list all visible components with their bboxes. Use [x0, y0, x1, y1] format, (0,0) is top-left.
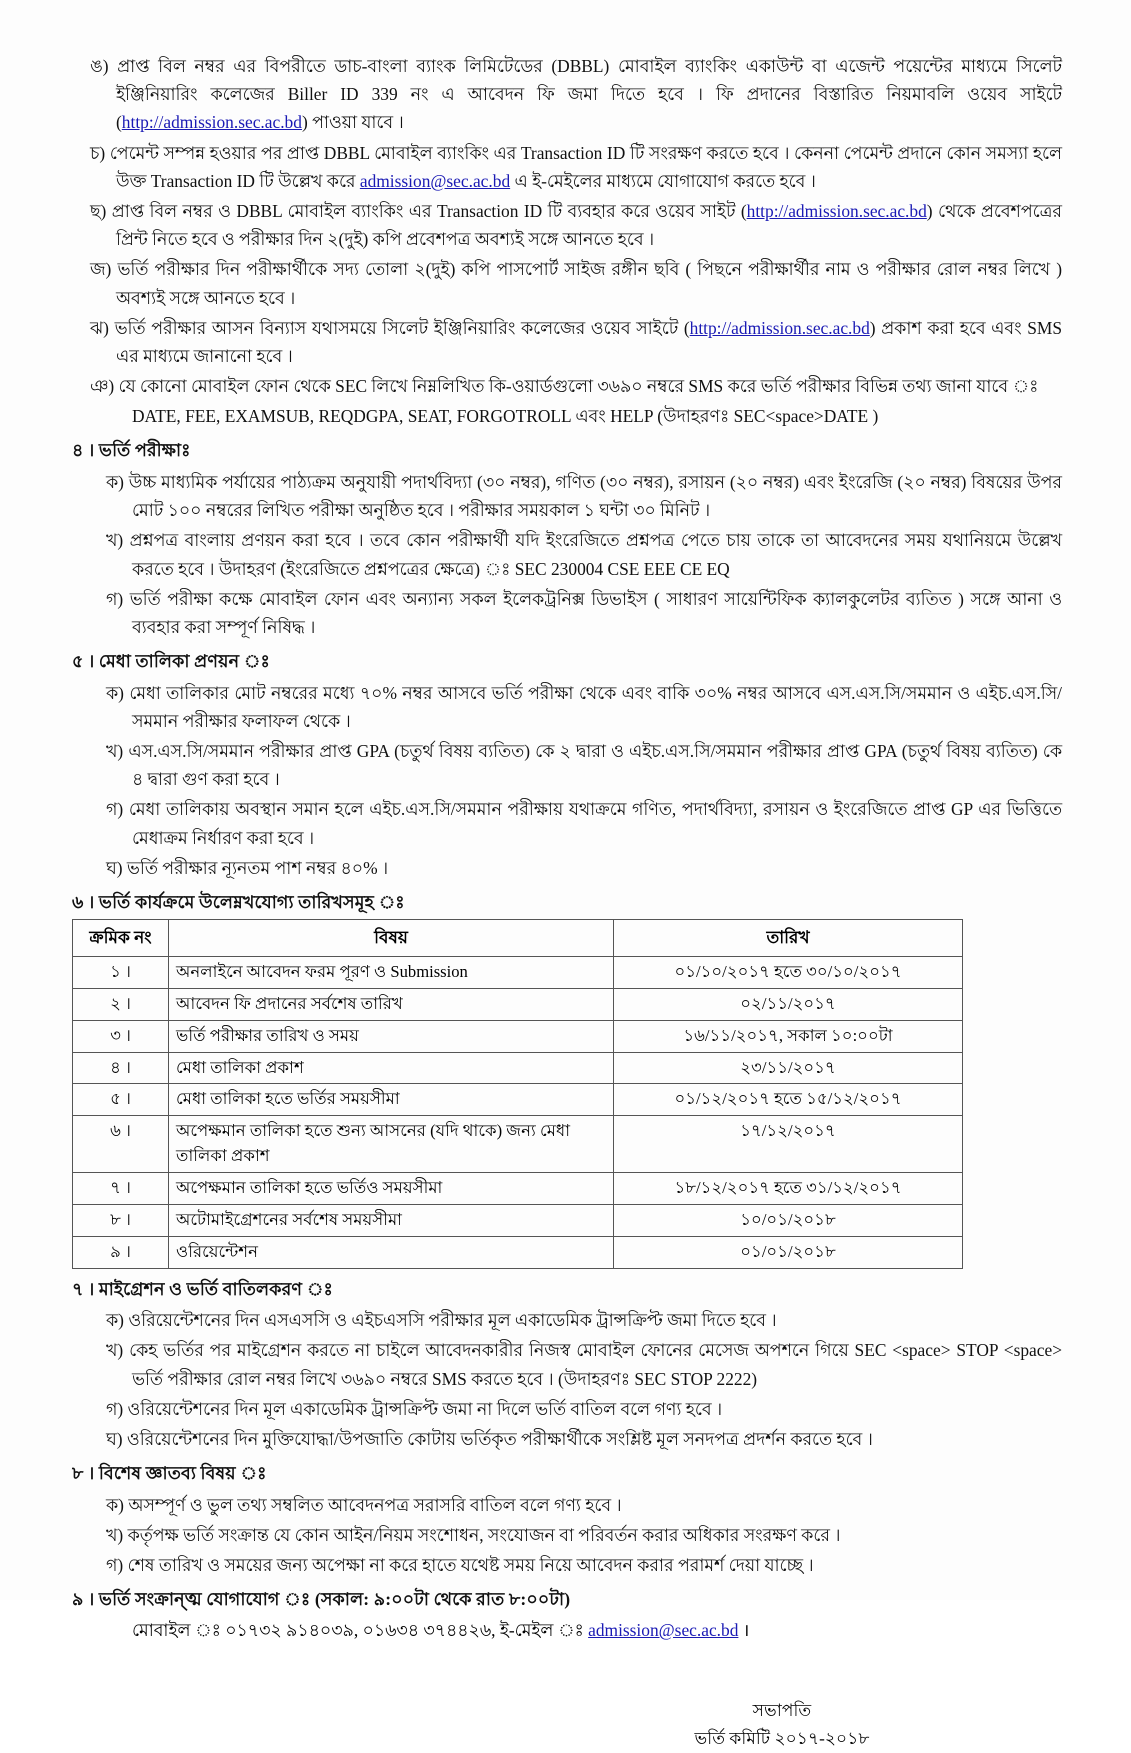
- table-row: [73, 1084, 963, 1116]
- item-label: গ): [106, 1398, 128, 1419]
- item-text: উচ্চ মাধ্যমিক পর্যায়ের পাঠ্যক্রম অনুযায়ী পদার্থবিদ্যা (৩০ নম্বর), গণিত (৩০ নম্বর), রসায়ন (২০ নম্বর) এবং ইংরেজি (২০ নম্বর) বিষয়ের উপর মোট ১০০ নম্বরের লিখিত পরীক্ষা অনুষ্ঠিত হবে । পরীক্ষার সময়কাল ১ ঘন্টা ৩০ মিনিট ।: [128, 471, 1062, 521]
- section-4-items: [72, 468, 1062, 641]
- item-text: ওরিয়েন্টেশনের দিন মুক্তিযোদ্ধা/উপজাতি কোটায় ভর্তিকৃত পরীক্ষার্থীকে সংশ্লিষ্ট মূল সনদপত্র প্রদর্শন করতে হবে ।: [126, 1429, 873, 1450]
- signature-committee: ভর্তি কমিটি ২০১৭-২০১৮: [694, 1729, 870, 1748]
- text-run: প্রাপ্ত বিল নম্বর ও DBBL মোবাইল ব্যাংকিং এর Transaction ID টি ব্যবহার করে ওয়েব সাইট (: [111, 200, 747, 221]
- cell-serial: ৩ ।: [73, 1020, 169, 1052]
- sms-keywords-line: DATE, FEE, EXAMSUB, REQDGPA, SEAT, FORGOTROLL এবং HELP (উদাহরণঃ SEC<space>DATE ): [132, 406, 879, 427]
- lettered-item: [72, 372, 1062, 400]
- signature-title: সভাপতি: [752, 1700, 812, 1720]
- section-7-heading: ৭ । মাইগ্রেশন ও ভর্তি বাতিলকরণ ঃ: [72, 1278, 333, 1299]
- table-row: [73, 1020, 963, 1052]
- cell-subject: ওরিয়েন্টেশন: [169, 1236, 614, 1268]
- cell-subject: ভর্তি পরীক্ষার তারিখ ও সময়: [169, 1020, 614, 1052]
- section-4-heading: ৪ । ভর্তি পরীক্ষাঃ: [72, 440, 191, 461]
- cell-serial: ৬ ।: [73, 1116, 169, 1173]
- cell-date: ০২/১১/২০১৭: [614, 988, 963, 1020]
- item-text: শেষ তারিখ ও সময়ের জন্য অপেক্ষা না করে হাতে যথেষ্ট সময় নিয়ে আবেদন করার পরামর্শ দেয়া যাচ্ছে ।: [127, 1555, 814, 1576]
- cell-date: ১৬/১১/২০১৭, সকাল ১০:০০টা: [614, 1020, 963, 1052]
- lettered-item: [72, 468, 1062, 524]
- inline-link[interactable]: admission@sec.ac.bd: [588, 1619, 739, 1640]
- column-header-serial: ক্রমিক নং: [73, 920, 169, 957]
- item-text: এস.এস.সি/সমমান পরীক্ষার প্রাপ্ত GPA (চতুর্থ বিষয় ব্যতিত) কে ২ দ্বারা ও এইচ.এস.সি/সমমান পরীক্ষার প্রাপ্ত GPA (চতুর্থ বিষয় ব্যতিত) কে ৪ দ্বারা গুণ করা হবে ।: [128, 740, 1062, 790]
- inline-link[interactable]: admission@sec.ac.bd: [359, 170, 511, 191]
- item-label: ক): [106, 1494, 129, 1515]
- text-run: মোবাইল ঃ ০১৭৩২ ৯১৪০৩৯, ০১৬৩৪ ৩৭৪৪২৬, ই-মেইল ঃ: [132, 1619, 589, 1640]
- signature-block: [72, 1697, 1062, 1753]
- lettered-item: [72, 679, 1062, 735]
- inline-link[interactable]: http://admission.sec.ac.bd: [746, 200, 927, 221]
- item-text: মেধা তালিকায় অবস্থান সমান হলে এইচ.এস.সি/সমমান পরীক্ষায় যথাক্রমে গণিত, পদার্থবিদ্যা, রসায়ন ও ইংরেজিতে প্রাপ্ত GP এর ভিত্তিতে মেধাক্রম নির্ধারণ করা হবে ।: [128, 799, 1063, 848]
- lettered-item: [72, 197, 1062, 253]
- cell-date: ১৭/১২/২০১৭: [614, 1116, 963, 1173]
- column-header-date: তারিখ: [614, 920, 963, 957]
- item-label: খ): [106, 1340, 130, 1361]
- cell-subject: অটোমাইগ্রেশনের সর্বশেষ সময়সীমা: [169, 1205, 614, 1237]
- item-label: খ): [106, 740, 129, 761]
- section-7-items: [72, 1306, 1062, 1453]
- text-run: ভর্তি পরীক্ষার আসন বিন্যাস যথাসময়ে সিলেট ইঞ্জিনিয়ারিং কলেজের ওয়েব সাইটে (: [114, 317, 690, 338]
- lettered-item: [72, 52, 1062, 137]
- text-run: পেমেন্ট সম্পন্ন হওয়ার পর প্রাপ্ত DBBL মোবাইল ব্যাংকিং এর Transaction ID টি সংরক্ষণ করতে হবে । কেননা পেমেন্ট প্রদানে কোন সমস্যা হলে উক্ত Transaction ID টি উল্লেখ করে: [109, 142, 1062, 191]
- text-run: ।: [738, 1619, 750, 1640]
- cell-date: ২৩/১১/২০১৭: [614, 1052, 963, 1084]
- item-text: প্রশ্নপত্র বাংলায় প্রণয়ন করা হবে । তবে কোন পরীক্ষার্থী যদি ইংরেজিতে প্রশ্নপত্র পেতে চায় তাকে তা আবেদনের সময় যথানিয়মে উল্লেখ করতে হবে । উদাহরণ (ইংরেজিতে প্রশ্নপত্রের ক্ষেত্রে) ঃ SEC 230004 CSE EEE CE EQ: [129, 530, 1062, 579]
- lettered-item: [72, 1306, 1062, 1334]
- item-label: গ): [106, 799, 129, 820]
- table-row: [73, 988, 963, 1020]
- text-run: ) থেকে প্রবেশপত্রের প্রিন্ট নিতে হবে ও পরীক্ষার দিন ২(দুই) কপি প্রবেশপত্র অবশ্যই সঙ্গে আনতে হবে ।: [116, 200, 1062, 250]
- item-label: গ): [106, 588, 130, 609]
- cell-subject: অপেক্ষমান তালিকা হতে শুন্য আসনের (যদি থাকে) জন্য মেধা তালিকা প্রকাশ: [169, 1116, 614, 1173]
- section-6-heading: ৬ । ভর্তি কার্যক্রমে উলেম্নখযোগ্য তারিখসমূহ ঃ: [72, 891, 405, 912]
- inline-link[interactable]: http://admission.sec.ac.bd: [689, 317, 870, 338]
- top-items-block: [72, 52, 1062, 400]
- cell-subject: মেধা তালিকা হতে ভর্তির সময়সীমা: [169, 1084, 614, 1116]
- lettered-item: [72, 737, 1062, 793]
- lettered-item: [72, 795, 1062, 851]
- cell-serial: ৮ ।: [73, 1205, 169, 1237]
- item-text: কর্তৃপক্ষ ভর্তি সংক্রান্ত যে কোন আইন/নিয়ম সংশোধন, সংযোজন বা পরিবর্তন করার অধিকার সংরক্ষণ করে ।: [127, 1524, 841, 1545]
- table-row: [73, 1173, 963, 1205]
- lettered-item: [72, 585, 1062, 641]
- text-run: ) প্রকাশ করা হবে এবং SMS এর মাধ্যমে জানানো হবে ।: [116, 317, 1062, 366]
- section-5-heading: ৫ । মেধা তালিকা প্রণয়ন ঃ: [72, 651, 270, 672]
- item-text: ওরিয়েন্টেশনের দিন এসএসসি ও এইচএসসি পরীক্ষার মূল একাডেমিক ট্রান্সক্রিপ্ট জমা দিতে হবে ।: [128, 1310, 777, 1331]
- table-row: [73, 956, 963, 988]
- text-run: ) পাওয়া যাবে ।: [301, 112, 404, 133]
- lettered-item: [72, 1425, 1062, 1453]
- item-text: ভর্তি পরীক্ষার ন্যূনতম পাশ নম্বর ৪০% ।: [126, 857, 389, 878]
- text-run: এ ই-মেইলের মাধ্যমে যোগাযোগ করতে হবে ।: [510, 170, 816, 191]
- lettered-item: [72, 1336, 1062, 1392]
- cell-serial: ১ ।: [73, 956, 169, 988]
- item-label: ছ): [90, 200, 112, 221]
- lettered-item: [72, 854, 1062, 882]
- lettered-item: [72, 255, 1062, 311]
- table-row: [73, 1116, 963, 1173]
- document-content: [72, 52, 1062, 1753]
- cell-serial: ৪ ।: [73, 1052, 169, 1084]
- cell-date: ০১/০১/২০১৮: [614, 1236, 963, 1268]
- item-label: ঘ): [106, 1429, 127, 1450]
- item-text: মেধা তালিকার মোট নম্বরের মধ্যে ৭০% নম্বর আসবে ভর্তি পরীক্ষা থেকে এবং বাকি ৩০% নম্বর আসবে এস.এস.সি/সমমান ও এইচ.এস.সি/সমমান পরীক্ষার ফলাফল থেকে ।: [129, 682, 1062, 731]
- item-label: ক): [106, 1310, 129, 1331]
- lettered-item: [72, 314, 1062, 370]
- text-run: ভর্তি পরীক্ষার দিন পরীক্ষার্থীকে সদ্য তোলা ২(দুই) কপি পাসপোর্ট সাইজ রঙ্গীন ছবি ( পিছনে পরীক্ষার্থীর নাম ও পরীক্ষার রোল নম্বর লিখে ) অবশ্যই সঙ্গে আনতে হবে ।: [116, 259, 1063, 308]
- table-header-row: [73, 920, 963, 957]
- section-8-heading: ৮ । বিশেষ জ্ঞাতব্য বিষয় ঃ: [72, 1463, 267, 1484]
- lettered-item: [72, 1551, 1062, 1579]
- column-header-subject: বিষয়: [169, 920, 614, 957]
- cell-serial: ২ ।: [73, 988, 169, 1020]
- section-9-heading: ৯ । ভর্তি সংক্রান্ত্ম যোগাযোগ ঃ (সকাল: ৯:০০টা থেকে রাত ৮:০০টা): [72, 1589, 571, 1610]
- item-label: ক): [106, 682, 130, 703]
- lettered-item: [72, 1491, 1062, 1519]
- cell-date: ১০/০১/২০১৮: [614, 1205, 963, 1237]
- cell-date: ০১/১০/২০১৭ হতে ৩০/১০/২০১৭: [614, 956, 963, 988]
- table-row: [73, 1205, 963, 1237]
- item-label: খ): [106, 1524, 128, 1545]
- cell-date: ০১/১২/২০১৭ হতে ১৫/১২/২০১৭: [614, 1084, 963, 1116]
- inline-link[interactable]: http://admission.sec.ac.bd: [121, 112, 302, 133]
- section-8-items: [72, 1491, 1062, 1580]
- contact-line: [72, 1617, 1062, 1645]
- cell-subject: অনলাইনে আবেদন ফরম পূরণ ও Submission: [169, 956, 614, 988]
- table-row: [73, 1052, 963, 1084]
- cell-serial: ৯ ।: [73, 1236, 169, 1268]
- table-row: [73, 1236, 963, 1268]
- important-dates-table: [72, 919, 963, 1268]
- cell-subject: মেধা তালিকা প্রকাশ: [169, 1052, 614, 1084]
- text-run: প্রাপ্ত বিল নম্বর এর বিপরীতে ডাচ-বাংলা ব্যাংক লিমিটেডের (DBBL) মোবাইল ব্যাংকিং একাউন্ট বা এজেন্ট পয়েন্টের মাধ্যমে সিলেট ইঞ্জিনিয়ারিং কলেজের Biller ID 339 নং এ আবেদন ফি জমা দিতে হবে । ফি প্রদানের বিস্তারিত নিয়মাবলি ওয়েব সাইটে (: [116, 56, 1062, 133]
- item-label: ক): [106, 471, 129, 492]
- item-label: খ): [106, 530, 130, 551]
- cell-serial: ৭ ।: [73, 1173, 169, 1205]
- item-label: ঞ): [90, 376, 119, 397]
- item-label: ঙ): [90, 56, 118, 76]
- item-label: জ): [90, 259, 118, 280]
- item-label: গ): [106, 1555, 128, 1576]
- item-label: ঝ): [90, 317, 115, 338]
- item-label: চ): [90, 142, 110, 163]
- cell-date: ১৮/১২/২০১৭ হতে ৩১/১২/২০১৭: [614, 1173, 963, 1205]
- item-text: ভর্তি পরীক্ষা কক্ষে মোবাইল ফোন এবং অন্যান্য সকল ইলেকট্রনিক্স ডিভাইস ( সাধারণ সায়েন্টিফিক ক্যালকুলেটর ব্যতিত ) সঙ্গে আনা ও ব্যবহার করা সম্পূর্ণ নিষিদ্ধ ।: [129, 588, 1062, 637]
- cell-subject: আবেদন ফি প্রদানের সর্বশেষ তারিখ: [169, 988, 614, 1020]
- item-text: অসম্পূর্ণ ও ভুল তথ্য সম্বলিত আবেদনপত্র সরাসরি বাতিল বলে গণ্য হবে ।: [128, 1494, 622, 1515]
- lettered-item: [72, 1521, 1062, 1549]
- item-text: ওরিয়েন্টেশনের দিন মূল একাডেমিক ট্রান্সক্রিপ্ট জমা না দিলে ভর্তি বাতিল বলে গণ্য হবে ।: [127, 1398, 723, 1419]
- lettered-item: [72, 526, 1062, 582]
- item-label: ঘ): [106, 857, 127, 878]
- section-5-items: [72, 679, 1062, 882]
- lettered-item: [72, 139, 1062, 195]
- cell-serial: ৫ ।: [73, 1084, 169, 1116]
- item-text: কেহ ভর্তির পর মাইগ্রেশন করতে না চাইলে আবেদনকারীর নিজস্ব মোবাইল ফোনের মেসেজ অপশনে গিয়ে SEC <space> STOP <space> ভর্তি পরীক্ষার রোল নম্বর লিখে ৩৬৯০ নম্বরে SMS করতে হবে । (উদাহরণঃ SEC STOP 2222): [129, 1340, 1062, 1389]
- lettered-item: [72, 1395, 1062, 1423]
- cell-subject: অপেক্ষমান তালিকা হতে ভর্তিও সময়সীমা: [169, 1173, 614, 1205]
- text-run: যে কোনো মোবাইল ফোন থেকে SEC লিখে নিম্নলিখিত কি-ওয়ার্ডগুলো ৩৬৯০ নম্বরে SMS করে ভর্তি পরীক্ষার বিভিন্ন তথ্য জানা যাবে ঃ: [118, 376, 1039, 397]
